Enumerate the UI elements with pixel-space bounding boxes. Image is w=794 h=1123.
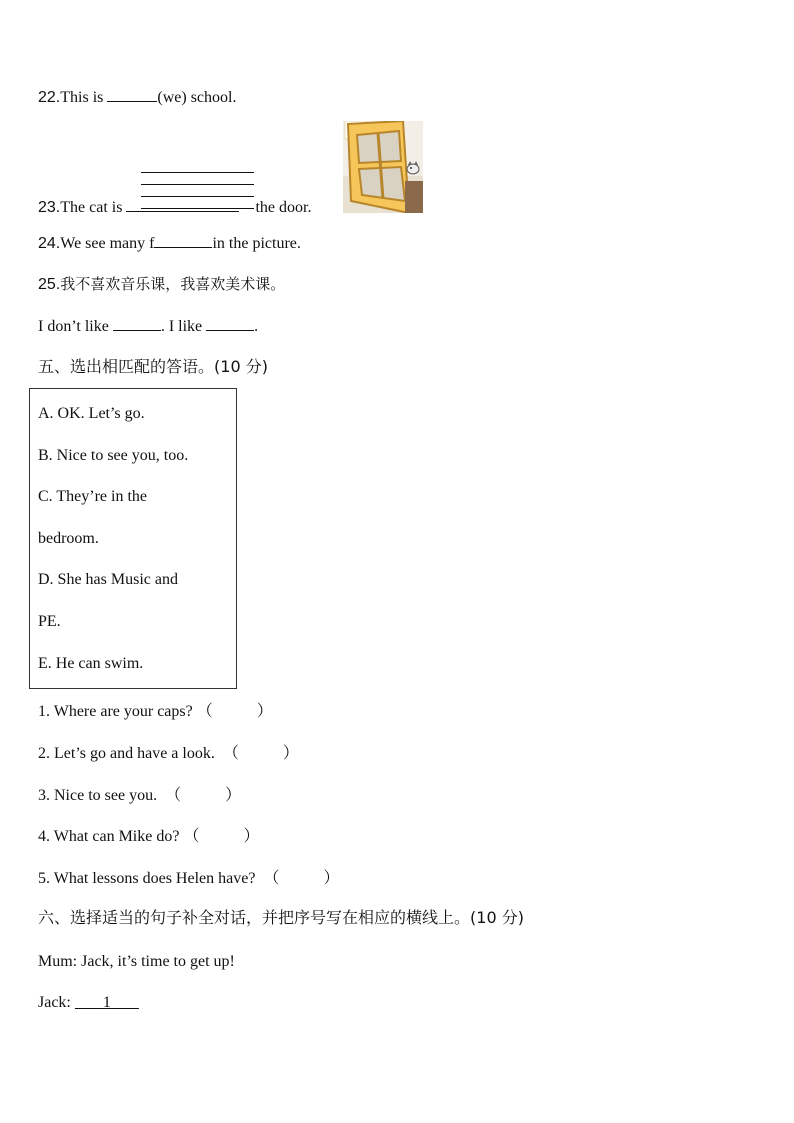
answer-paren-close: ） xyxy=(256,703,273,720)
answer-paren-close: ） xyxy=(323,870,340,887)
english-text: . xyxy=(254,318,259,335)
question-text-before: This is xyxy=(60,89,108,106)
section-5-heading xyxy=(38,357,268,377)
answer-number: 1 xyxy=(102,994,111,1011)
question-number: 24. xyxy=(38,235,61,252)
option-e: E. He can swim. xyxy=(38,655,144,672)
question-text: 5. What lessons does Helen have? xyxy=(38,870,256,887)
section-6-heading xyxy=(38,908,524,928)
question-25-english xyxy=(38,316,258,337)
option-d-cont: PE. xyxy=(38,613,61,630)
door-cat-picture xyxy=(343,121,423,213)
section-title: 六、选择适当的句子补全对话，并把序号写在相应的横线上。 xyxy=(38,908,471,927)
question-number: 25. xyxy=(38,276,61,293)
match-question-4 xyxy=(38,827,259,847)
match-question-1 xyxy=(38,702,273,722)
section-title: 五、选出相匹配的答语。 xyxy=(38,357,215,376)
answer-blank-filled[interactable] xyxy=(75,994,139,1011)
question-text: 3. Nice to see you. xyxy=(38,787,158,804)
question-text: 4. What can Mike do? xyxy=(38,828,180,845)
answer-paren-open[interactable]: （ xyxy=(263,870,280,887)
option-c-cont: bedroom. xyxy=(38,530,99,547)
option-d: D. She has Music and xyxy=(38,571,178,588)
answer-blank[interactable] xyxy=(154,233,212,248)
match-question-5 xyxy=(38,869,339,889)
section-score: (10 分) xyxy=(214,357,268,376)
question-25 xyxy=(38,274,285,295)
english-text: . I like xyxy=(160,318,207,335)
option-b: B. Nice to see you, too. xyxy=(38,447,189,464)
speaker-label: Jack: xyxy=(38,994,75,1011)
answer-paren-open[interactable]: （ xyxy=(222,745,239,762)
question-24 xyxy=(38,233,301,254)
answer-paren-open[interactable]: （ xyxy=(165,787,182,804)
option-c: C. They’re in the xyxy=(38,488,148,505)
question-22 xyxy=(38,87,236,108)
question-text-after: (we) school. xyxy=(157,89,237,106)
question-text-after: the door. xyxy=(255,199,312,216)
answer-paren-open[interactable]: （ xyxy=(183,828,200,845)
question-text-before: The cat is xyxy=(60,199,127,216)
answer-blank[interactable] xyxy=(126,197,239,212)
dialog-mum-line: Mum: Jack, it’s time to get up! xyxy=(38,953,235,970)
question-number: 22. xyxy=(38,89,61,106)
english-text: I don’t like xyxy=(38,318,113,335)
option-a: A. OK. Let’s go. xyxy=(38,405,145,422)
question-text: 2. Let’s go and have a look. xyxy=(38,745,215,762)
question-number: 23. xyxy=(38,199,61,216)
question-text-after: in the picture. xyxy=(212,235,301,252)
match-question-2 xyxy=(38,744,299,764)
answer-paren-open[interactable]: （ xyxy=(196,703,213,720)
answer-paren-close: ） xyxy=(243,828,260,845)
question-23 xyxy=(38,197,311,218)
answer-paren-close: ） xyxy=(225,787,242,804)
answer-blank[interactable] xyxy=(113,316,161,331)
question-text: 1. Where are your caps? xyxy=(38,703,193,720)
answer-blank[interactable] xyxy=(107,87,157,102)
dialog-jack-line xyxy=(38,993,139,1013)
match-question-3 xyxy=(38,786,241,806)
answer-blank[interactable] xyxy=(206,316,254,331)
section-score: (10 分) xyxy=(470,908,524,927)
answer-paren-close: ） xyxy=(282,745,299,762)
chinese-prompt: 我不喜欢音乐课，我喜欢美术课。 xyxy=(60,275,286,293)
question-text-before: We see many f xyxy=(60,235,155,252)
